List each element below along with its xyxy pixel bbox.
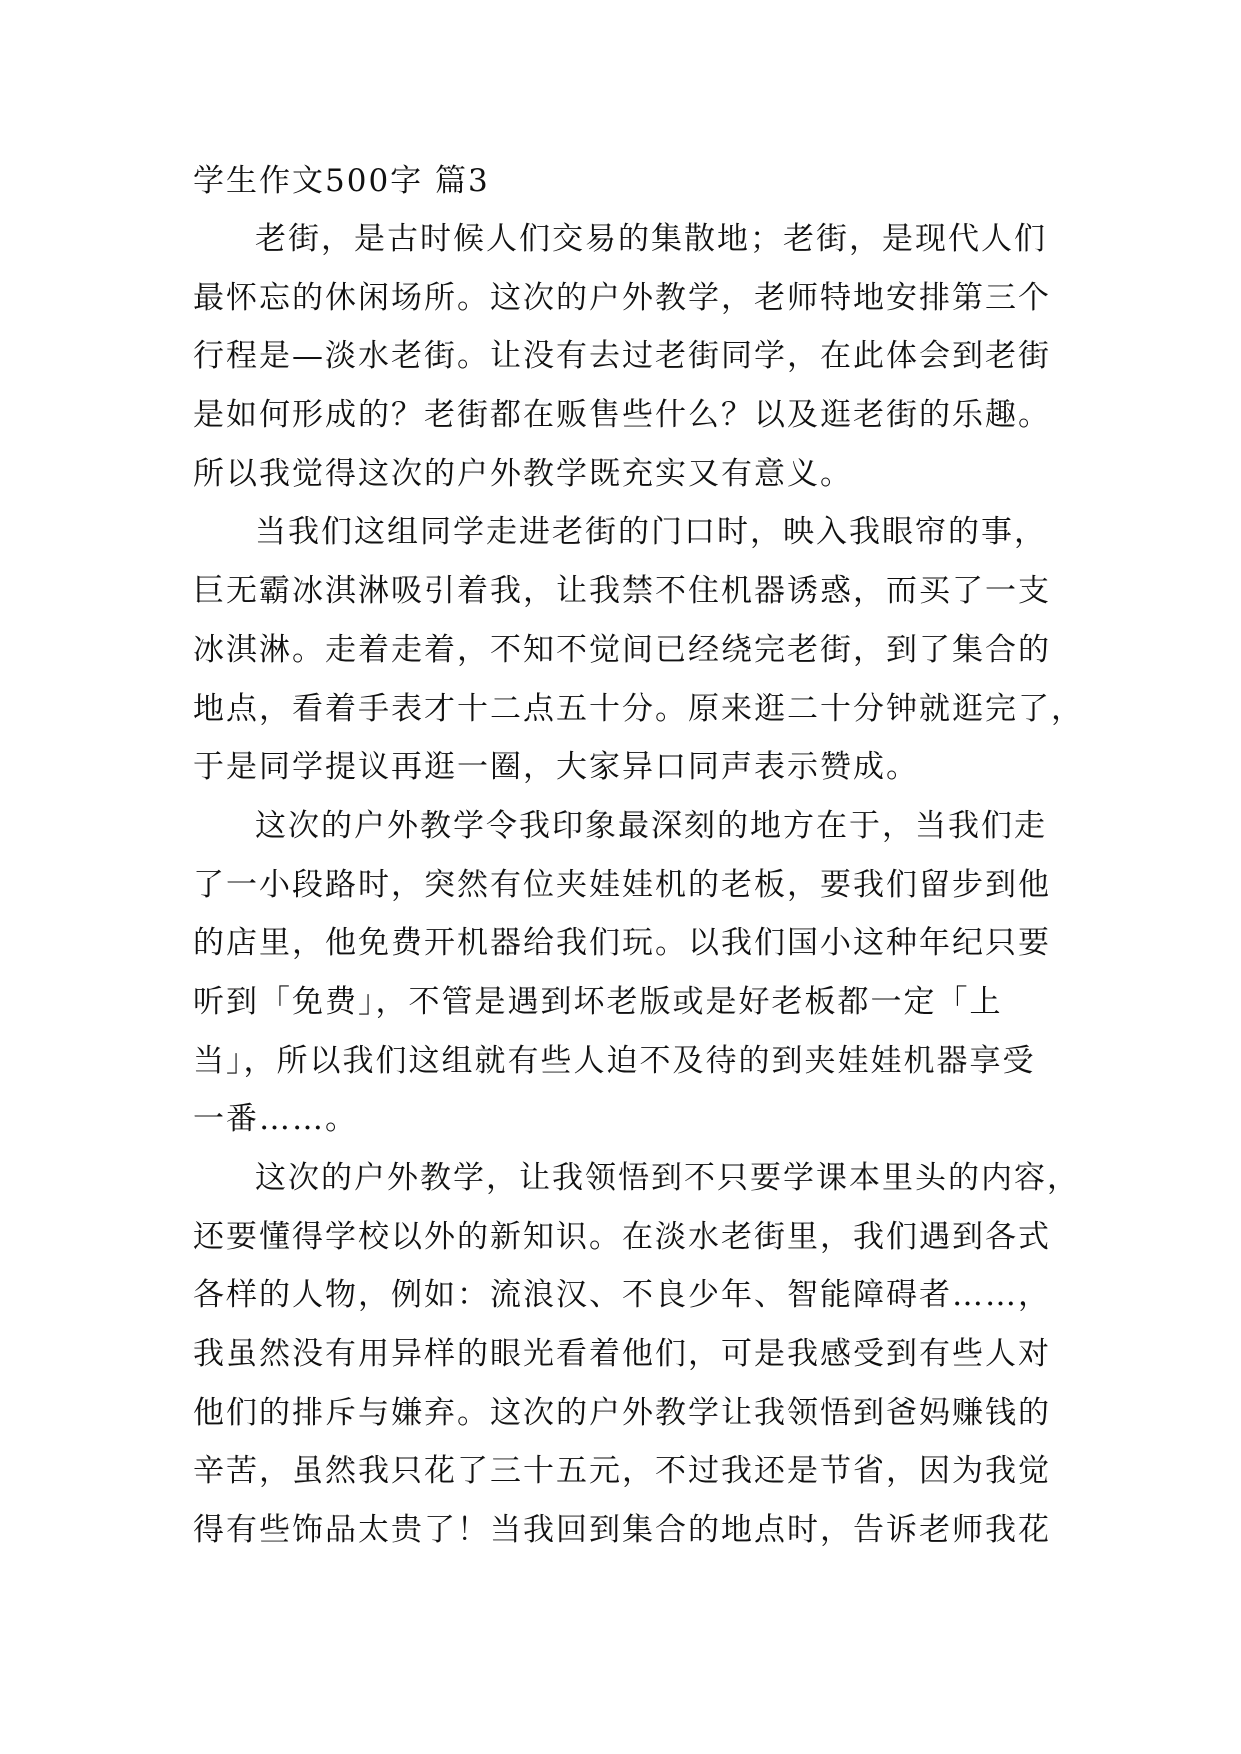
text-line: 辛苦，虽然我只花了三十五元，不过我还是节省，因为我觉: [193, 1453, 1051, 1490]
text-line: 地点，看着手表才十二点五十分。原来逛二十分钟就逛完了，: [193, 690, 1084, 727]
text-line: 的店里，他免费开机器给我们玩。以我们国小这种年纪只要: [193, 925, 1051, 962]
text-line: 这次的户外教学令我印象最深刻的地方在于，当我们走: [255, 807, 1047, 844]
text-line: 各样的人物，例如：流浪汉、不良少年、智能障碍者……，: [193, 1277, 1051, 1314]
text-line: 还要懂得学校以外的新知识。在淡水老街里，我们遇到各式: [193, 1218, 1051, 1255]
text-line: 巨无霸冰淇淋吸引着我，让我禁不住机器诱惑，而买了一支: [193, 573, 1051, 610]
text-line: 于是同学提议再逛一圈，大家异口同声表示赞成。: [193, 749, 919, 786]
text-line: 所以我觉得这次的户外教学既充实又有意义。: [193, 455, 853, 492]
text-line: 最怀忘的休闲场所。这次的户外教学，老师特地安排第三个: [193, 279, 1051, 316]
essay-body: [193, 152, 1084, 1560]
text-line: 当我们这组同学走进老街的门口时，映入我眼帘的事，: [255, 514, 1047, 551]
paragraph-3: [193, 797, 1053, 1149]
text-line: 一番……。: [193, 1101, 358, 1138]
text-line: 了一小段路时，突然有位夹娃娃机的老板，要我们留步到他: [193, 866, 1051, 903]
text-line: 听到「免费」，不管是遇到坏老版或是好老板都一定「上: [193, 983, 1003, 1020]
paragraph-2: [193, 503, 1084, 796]
paragraph-4: [193, 1149, 1080, 1560]
essay-title: 学生作文500字 篇3: [193, 163, 490, 199]
text-line: 行程是—淡水老街。让没有去过老街同学，在此体会到老街: [193, 338, 1051, 375]
text-line: 老街，是古时候人们交易的集散地；老街，是现代人们: [255, 221, 1047, 257]
text-line: 冰淇淋。走着走着，不知不觉间已经绕完老街，到了集合的: [193, 631, 1051, 668]
text-line: 他们的排斥与嫌弃。这次的户外教学让我领悟到爸妈赚钱的: [193, 1394, 1051, 1431]
text-line: 我虽然没有用异样的眼光看着他们，可是我感受到有些人对: [193, 1336, 1051, 1373]
text-line: 当」，所以我们这组就有些人迫不及待的到夹娃娃机器享受: [193, 1042, 1036, 1079]
paragraph-1: [193, 210, 1053, 503]
text-line: 这次的户外教学，让我领悟到不只要学课本里头的内容，: [255, 1160, 1080, 1196]
text-line: 是如何形成的？老街都在贩售些什么？以及逛老街的乐趣。: [193, 397, 1051, 434]
text-line: 得有些饰品太贵了！当我回到集合的地点时，告诉老师我花: [193, 1512, 1051, 1549]
